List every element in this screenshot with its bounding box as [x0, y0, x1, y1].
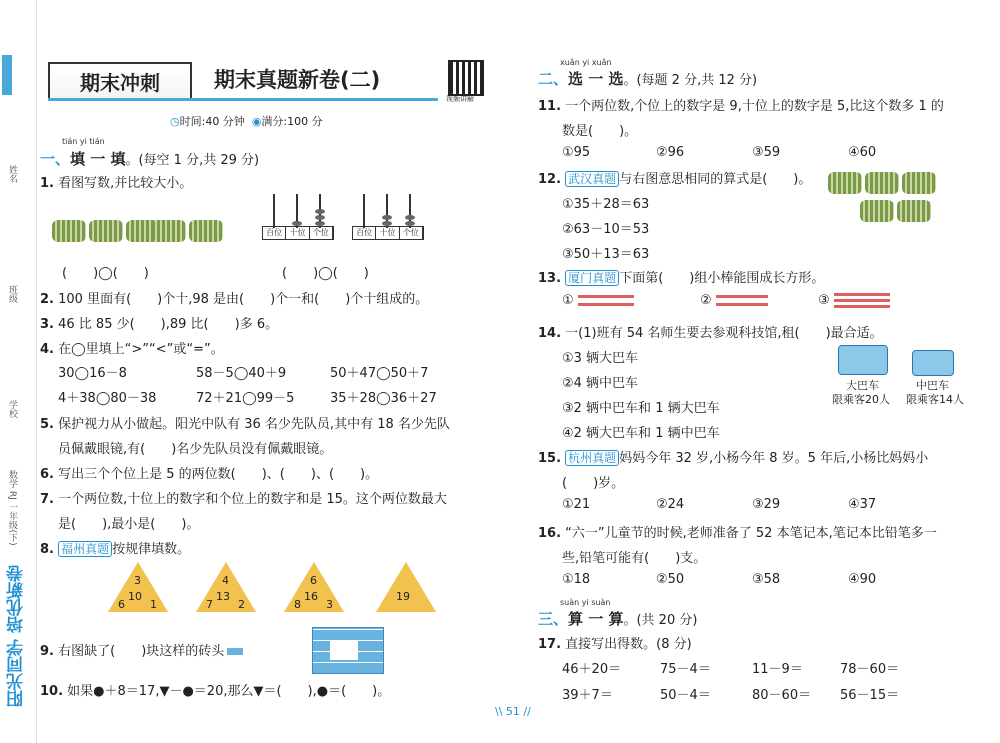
q17-item[interactable]: 11－9＝ [752, 662, 803, 677]
q11-option[interactable]: ①95 [562, 145, 591, 160]
big-bus-label: 大巴车 [846, 379, 879, 392]
sec3-note: 。(共 20 分) [623, 613, 698, 628]
q15-option[interactable]: ④37 [848, 497, 877, 512]
header-box: 期末冲刺 [48, 62, 192, 100]
stick-bundle-icon [152, 220, 186, 242]
q5-num: 5. [40, 417, 54, 432]
abacus-label-hundreds: 百位 [353, 227, 376, 239]
sec1-note: 。(每空 1 分,共 29 分) [125, 153, 260, 168]
q4-item[interactable]: 72＋21◯99－5 [196, 391, 295, 406]
q15-tag: 杭州真题 [565, 450, 619, 466]
stick [716, 295, 768, 298]
q12-option[interactable]: ①35＋28＝63 [562, 197, 650, 212]
q14-num: 14. [538, 326, 562, 341]
sec3-heading [538, 608, 697, 629]
q1-bundles-b [152, 220, 226, 246]
q3-text: 46 比 85 少( ),89 比( )多 6。 [58, 317, 279, 332]
q4-item[interactable]: 35＋28◯36＋27 [330, 391, 437, 406]
tri-top: 4 [222, 574, 229, 587]
q13-option[interactable]: ② [700, 293, 712, 308]
stick-bundle-icon [897, 200, 931, 222]
q16-option[interactable]: ③58 [752, 572, 781, 587]
q8 [40, 538, 190, 557]
spine-class-label: 班级 [7, 285, 17, 303]
q13-text: 下面第( )组小棒能围成长方形。 [619, 271, 825, 286]
q2-num: 2. [40, 292, 54, 307]
stick-bundle-icon [865, 172, 899, 194]
q4-num: 4. [40, 342, 54, 357]
q17-item[interactable]: 78－60＝ [840, 662, 900, 677]
tri-center: 10 [128, 590, 142, 603]
q1 [40, 172, 192, 191]
q1-blank-a[interactable]: ( )◯( ) [62, 266, 149, 281]
book-spine [0, 0, 37, 743]
q4 [40, 338, 224, 357]
q12-text: 与右图意思相同的算式是( )。 [619, 172, 812, 187]
q15-num: 15. [538, 451, 562, 466]
abacus-label-ones: 个位 [310, 227, 333, 239]
q6 [40, 463, 378, 482]
number-triangle [196, 562, 256, 612]
q17-item[interactable]: 39＋7＝ [562, 688, 613, 703]
stick [578, 303, 634, 306]
abacus-label-tens: 十位 [286, 227, 309, 239]
q15-line1: 妈妈今年 32 岁,小杨今年 8 岁。5 年后,小杨比妈妈小 [619, 451, 929, 466]
sec2-heading [538, 68, 757, 89]
qr-label: 视频讲解 [446, 95, 474, 103]
q16-option[interactable]: ①18 [562, 572, 591, 587]
tri-top: 3 [134, 574, 141, 587]
sec3-title: 算 一 算 [568, 610, 624, 628]
q8-num: 8. [40, 542, 54, 557]
header-underline [48, 98, 438, 101]
stick-bundle-icon [860, 200, 894, 222]
big-bus-capacity: 限乘客20人 [832, 393, 890, 406]
q17-item[interactable]: 80－60＝ [752, 688, 812, 703]
q11-num: 11. [538, 99, 562, 114]
q15-line2[interactable]: ( )岁。 [562, 476, 625, 491]
tri-center: 19 [396, 590, 410, 603]
q3 [40, 313, 278, 332]
page-number-value: 51 [505, 705, 520, 718]
q13-option[interactable]: ① [562, 293, 574, 308]
abacus-label-tens: 十位 [376, 227, 399, 239]
q11-option[interactable]: ②96 [656, 145, 685, 160]
tri-left: 7 [206, 598, 213, 611]
q17-text: 直接写出得数。(8 分) [565, 637, 692, 652]
spine-band [2, 55, 12, 95]
q13-tag: 厦门真题 [565, 270, 619, 286]
medium-bus-capacity: 限乘客14人 [906, 393, 964, 406]
q7-num: 7. [40, 492, 54, 507]
big-bus-icon [838, 345, 888, 375]
stick-bundle-icon [189, 220, 223, 242]
sec2-pinyin: xuǎn yi xuǎn [560, 58, 612, 67]
q11-option[interactable]: ④60 [848, 145, 877, 160]
page-number: \\ 51 // [495, 705, 531, 718]
spine-grade: 数学 RJ 一年级(下) [7, 470, 17, 546]
q12-option[interactable]: ③50＋13＝63 [562, 247, 650, 262]
q2 [40, 288, 428, 307]
q14-option[interactable]: ①3 辆大巴车 [562, 351, 639, 366]
spine-brand-logo: 阳光同学 培优新卷 [7, 565, 27, 707]
q9 [40, 640, 243, 659]
q12 [538, 168, 811, 187]
q4-item[interactable]: 58－5◯40＋9 [196, 366, 287, 381]
q12-num: 12. [538, 172, 562, 187]
q1-text: 看图写数,并比较大小。 [58, 176, 193, 191]
page-title: 期末真题新卷(二) [214, 68, 381, 92]
q4-item[interactable]: 30◯16－8 [58, 366, 127, 381]
q15 [538, 447, 928, 466]
q11-line1: 一个两位数,个位上的数字是 9,十位上的数字是 5,比这个数多 1 的 [565, 99, 944, 114]
q5 [40, 413, 450, 432]
q11 [538, 95, 944, 114]
abacus-label-hundreds: 百位 [263, 227, 286, 239]
q13-num: 13. [538, 271, 562, 286]
q9-num: 9. [40, 644, 54, 659]
tri-right: 1 [150, 598, 157, 611]
abacus-b [352, 200, 422, 240]
q7-line2[interactable]: 是( ),最小是( )。 [58, 517, 200, 532]
q14-text: 一(1)班有 54 名师生要去参观科技馆,租( )最合适。 [565, 326, 883, 341]
number-triangle [284, 562, 344, 612]
q2-text: 100 里面有( )个十,98 是由( )个一和( )个十组成的。 [58, 292, 429, 307]
sec1-heading [40, 148, 259, 169]
q8-tag: 福州真题 [58, 541, 112, 557]
stick-bundle-icon [828, 172, 862, 194]
exam-meta [170, 113, 323, 129]
spine-school-label: 学校 [7, 400, 17, 418]
stick-bundle-icon [89, 220, 123, 242]
q14 [538, 322, 883, 341]
q5-line2[interactable]: 员佩戴眼镜,有( )名少先队员没有佩戴眼镜。 [58, 442, 333, 457]
sec3-num: 三、 [538, 610, 569, 628]
tri-top: 6 [310, 574, 317, 587]
sec1-num: 一、 [40, 150, 71, 168]
time-limit: 时间:40 分钟 [179, 115, 245, 128]
stick [578, 295, 634, 298]
q17-item[interactable]: 75－4＝ [660, 662, 711, 677]
sec3-pinyin: suàn yi suàn [560, 598, 611, 607]
sec2-note: 。(每题 2 分,共 12 分) [623, 73, 758, 88]
q16-option[interactable]: ④90 [848, 572, 877, 587]
tri-left: 8 [294, 598, 301, 611]
q4-item[interactable]: 4＋38◯80－38 [58, 391, 157, 406]
q12-tag: 武汉真题 [565, 171, 619, 187]
q6-text[interactable]: 写出三个个位上是 5 的两位数( )、( )、( )。 [58, 467, 379, 482]
q9-text[interactable]: 右图缺了( )块这样的砖头 [58, 644, 225, 659]
q1-bundles-a [52, 220, 163, 246]
tri-left: 6 [118, 598, 125, 611]
abacus-label-ones: 个位 [400, 227, 423, 239]
q14-option[interactable]: ②4 辆中巴车 [562, 376, 639, 391]
q17-item[interactable]: 50－4＝ [660, 688, 711, 703]
q10 [40, 680, 390, 699]
q4-text: 在◯里填上“>”“<”或“=”。 [58, 342, 224, 357]
q8-text: 按规律填数。 [112, 542, 191, 557]
sec1-pinyin: tián yi tián [62, 137, 105, 146]
number-triangle [108, 562, 168, 612]
number-triangle [376, 562, 436, 612]
qr-code-icon[interactable] [448, 60, 484, 96]
spine-name-label: 姓名 [7, 165, 17, 183]
q17-num: 17. [538, 637, 562, 652]
q16 [538, 522, 937, 541]
medium-bus-icon [912, 350, 954, 376]
tri-center: 16 [304, 590, 318, 603]
q7 [40, 488, 447, 507]
sec2-title: 选 一 选 [568, 70, 624, 88]
tri-right: 3 [326, 598, 333, 611]
q11-line2[interactable]: 数是( )。 [562, 124, 638, 139]
q12-option[interactable]: ②63－10＝53 [562, 222, 650, 237]
q15-option[interactable]: ③29 [752, 497, 781, 512]
stick-bundle-icon [52, 220, 86, 242]
tri-center: 13 [216, 590, 230, 603]
q10-num: 10. [40, 684, 64, 699]
q13 [538, 267, 824, 286]
brick-wall-gap [330, 640, 358, 660]
q1-blank-b[interactable]: ( )◯( ) [282, 266, 369, 281]
abacus-a [262, 200, 332, 240]
q4-item[interactable]: 50＋47◯50＋7 [330, 366, 429, 381]
q16-option[interactable]: ②50 [656, 572, 685, 587]
q5-line1: 保护视力从小做起。阳光中队有 36 名少先队员,其中有 18 名少先队 [58, 417, 450, 432]
q14-option[interactable]: ③2 辆中巴车和 1 辆大巴车 [562, 401, 720, 416]
stick [716, 303, 768, 306]
q16-line1: “六一”儿童节的时候,老师准备了 52 本笔记本,笔记本比铅笔多一 [565, 526, 937, 541]
q3-num: 3. [40, 317, 54, 332]
q15-option[interactable]: ①21 [562, 497, 591, 512]
full-score: 满分:100 分 [261, 115, 323, 128]
q13-option[interactable]: ③ [818, 293, 830, 308]
sec2-num: 二、 [538, 70, 569, 88]
clock-icon: ◷ [170, 115, 180, 128]
q14-option[interactable]: ④2 辆大巴车和 1 辆中巴车 [562, 426, 720, 441]
q7-line1: 一个两位数,十位上的数字和个位上的数字和是 15。这个两位数最大 [58, 492, 447, 507]
q15-option[interactable]: ②24 [656, 497, 685, 512]
stick-bundles-image [828, 172, 939, 198]
stick-bundle-icon [902, 172, 936, 194]
q17-item[interactable]: 46＋20＝ [562, 662, 622, 677]
q16-num: 16. [538, 526, 562, 541]
abacus-a-labels [262, 226, 334, 240]
brick-icon [227, 648, 243, 655]
q6-num: 6. [40, 467, 54, 482]
q11-option[interactable]: ③59 [752, 145, 781, 160]
q17 [538, 633, 692, 652]
q1-num: 1. [40, 176, 54, 191]
abacus-b-labels [352, 226, 424, 240]
stick [834, 305, 890, 308]
q16-line2[interactable]: 些,铅笔可能有( )支。 [562, 551, 707, 566]
q10-text[interactable]: 如果●＋8＝17,▼－●＝20,那么▼＝( ),●＝( )。 [67, 684, 391, 699]
stick-bundles-image-2 [860, 200, 934, 226]
stick [834, 293, 890, 296]
sec1-title: 填 一 填 [70, 150, 126, 168]
stick [834, 299, 890, 302]
score-icon: ◉ [251, 115, 262, 128]
tri-right: 2 [238, 598, 245, 611]
q17-item[interactable]: 56－15＝ [840, 688, 900, 703]
medium-bus-label: 中巴车 [916, 379, 949, 392]
